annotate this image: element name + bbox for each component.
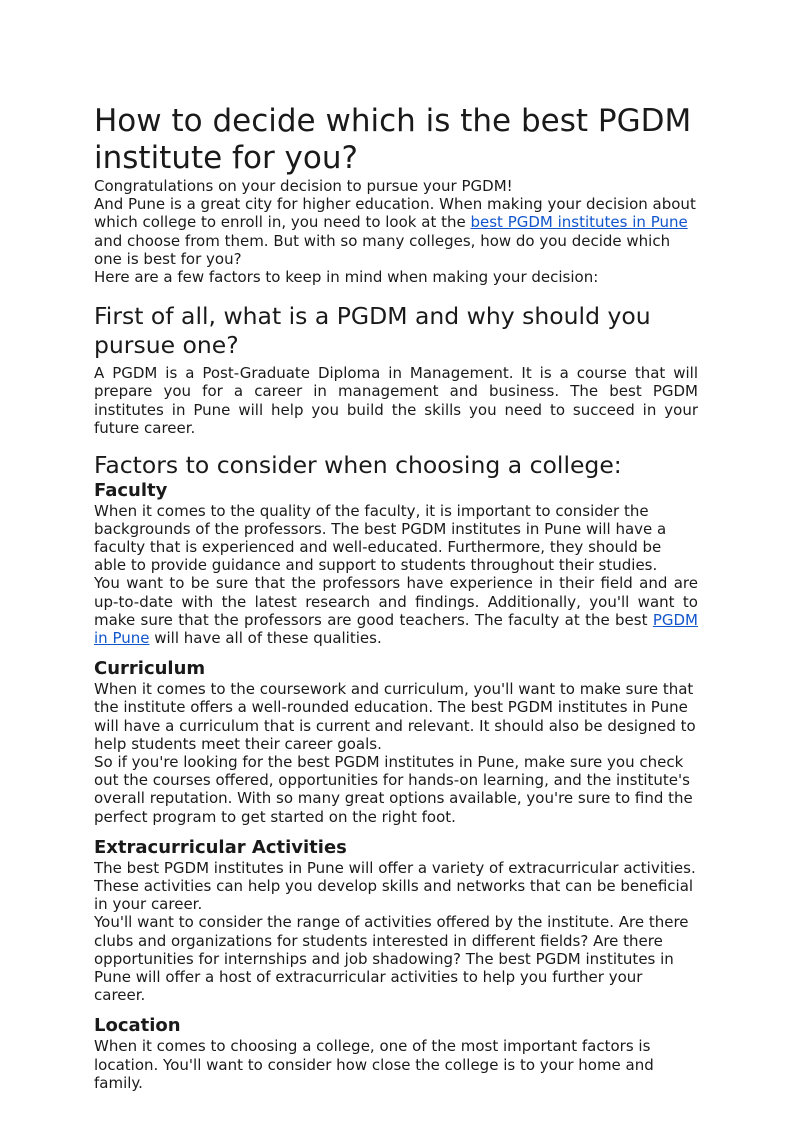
- extracurricular-paragraph-1: The best PGDM institutes in Pune will offer a variety of extracurricular activities. These activities can help you develop skills and networks that can be beneficial in your career.: [94, 858, 696, 914]
- curriculum-paragraph-2: So if you're looking for the best PGDM institutes in Pune, make sure you check out the courses offered, opportunities for hands-on learning, and the institute's overall reputation. With so many great options available, you're sure to find the perfect program to get started on the right foot.: [94, 752, 693, 826]
- intro-paragraph-3: Here are a few factors to keep in mind when making your decision:: [94, 268, 599, 287]
- pgdm-in-pune-link[interactable]: PGDM in Pune: [94, 610, 698, 647]
- heading-curriculum: Curriculum: [94, 658, 206, 680]
- heading-location: Location: [94, 1015, 181, 1037]
- faculty-paragraph-1: When it comes to the quality of the faculty, it is important to consider the backgrounds of the professors. The best PGDM institutes in Pune will have a faculty that is experienced and well-educated. Furthermore, they should be able to provide guidance and support to students throughout their studies.: [94, 501, 667, 575]
- heading-extracurricular: Extracurricular Activities: [94, 836, 347, 858]
- intro-paragraph-1: Congratulations on your decision to pursue your PGDM!: [94, 177, 513, 195]
- heading-factors: Factors to consider when choosing a college:: [94, 451, 622, 480]
- faculty-paragraph-2: [94, 574, 698, 647]
- page-title: How to decide which is the best PGDM institute for you?: [94, 103, 692, 176]
- document-body: [94, 103, 698, 1092]
- curriculum-paragraph-1: When it comes to the coursework and curriculum, you'll want to make sure that the institute offers a well-rounded education. The best PGDM institutes in Pune will have a curriculum that is current and relevant. It should also be designed to help students meet their career goals.: [94, 680, 696, 753]
- intro-text-after-link: and choose from them. But with so many colleges, how do you decide which one is best for you?: [94, 231, 671, 268]
- faculty-text-after-link: will have all of these qualities.: [149, 628, 382, 647]
- intro-paragraph-2: [94, 195, 698, 268]
- what-is-pgdm-paragraph: A PGDM is a Post-Graduate Diploma in Management. It is a course that will prepare you for a career in management and business. The best PGDM institutes in Pune will help you build the skills you need to succeed in your future career.: [94, 364, 698, 437]
- intro-text-before-link: And Pune is a great city for higher education. When making your decision about which college to enroll in, you need to look at the: [94, 195, 696, 232]
- best-pgdm-institutes-link[interactable]: best PGDM institutes in Pune: [470, 213, 688, 232]
- heading-faculty: Faculty: [94, 479, 168, 501]
- heading-what-is-pgdm: First of all, what is a PGDM and why should you pursue one?: [94, 302, 651, 359]
- faculty-text-before-link: You want to be sure that the professors have experience in their field and are up-to-date with the latest research and findings. Additionally, you'll want to make sure that the professors are good teachers. The faculty at the best: [94, 574, 698, 629]
- extracurricular-paragraph-2: You'll want to consider the range of activities offered by the institute. Are there clubs and organizations for students interested in different fields? Are there opportunities for internships and job shadowing? The best PGDM institutes in Pune will offer a host of extracurricular activities to help you further your career.: [94, 913, 689, 1005]
- location-paragraph-1: When it comes to choosing a college, one of the most important factors is location. You'll want to consider how close the college is to your home and family.: [94, 1037, 654, 1092]
